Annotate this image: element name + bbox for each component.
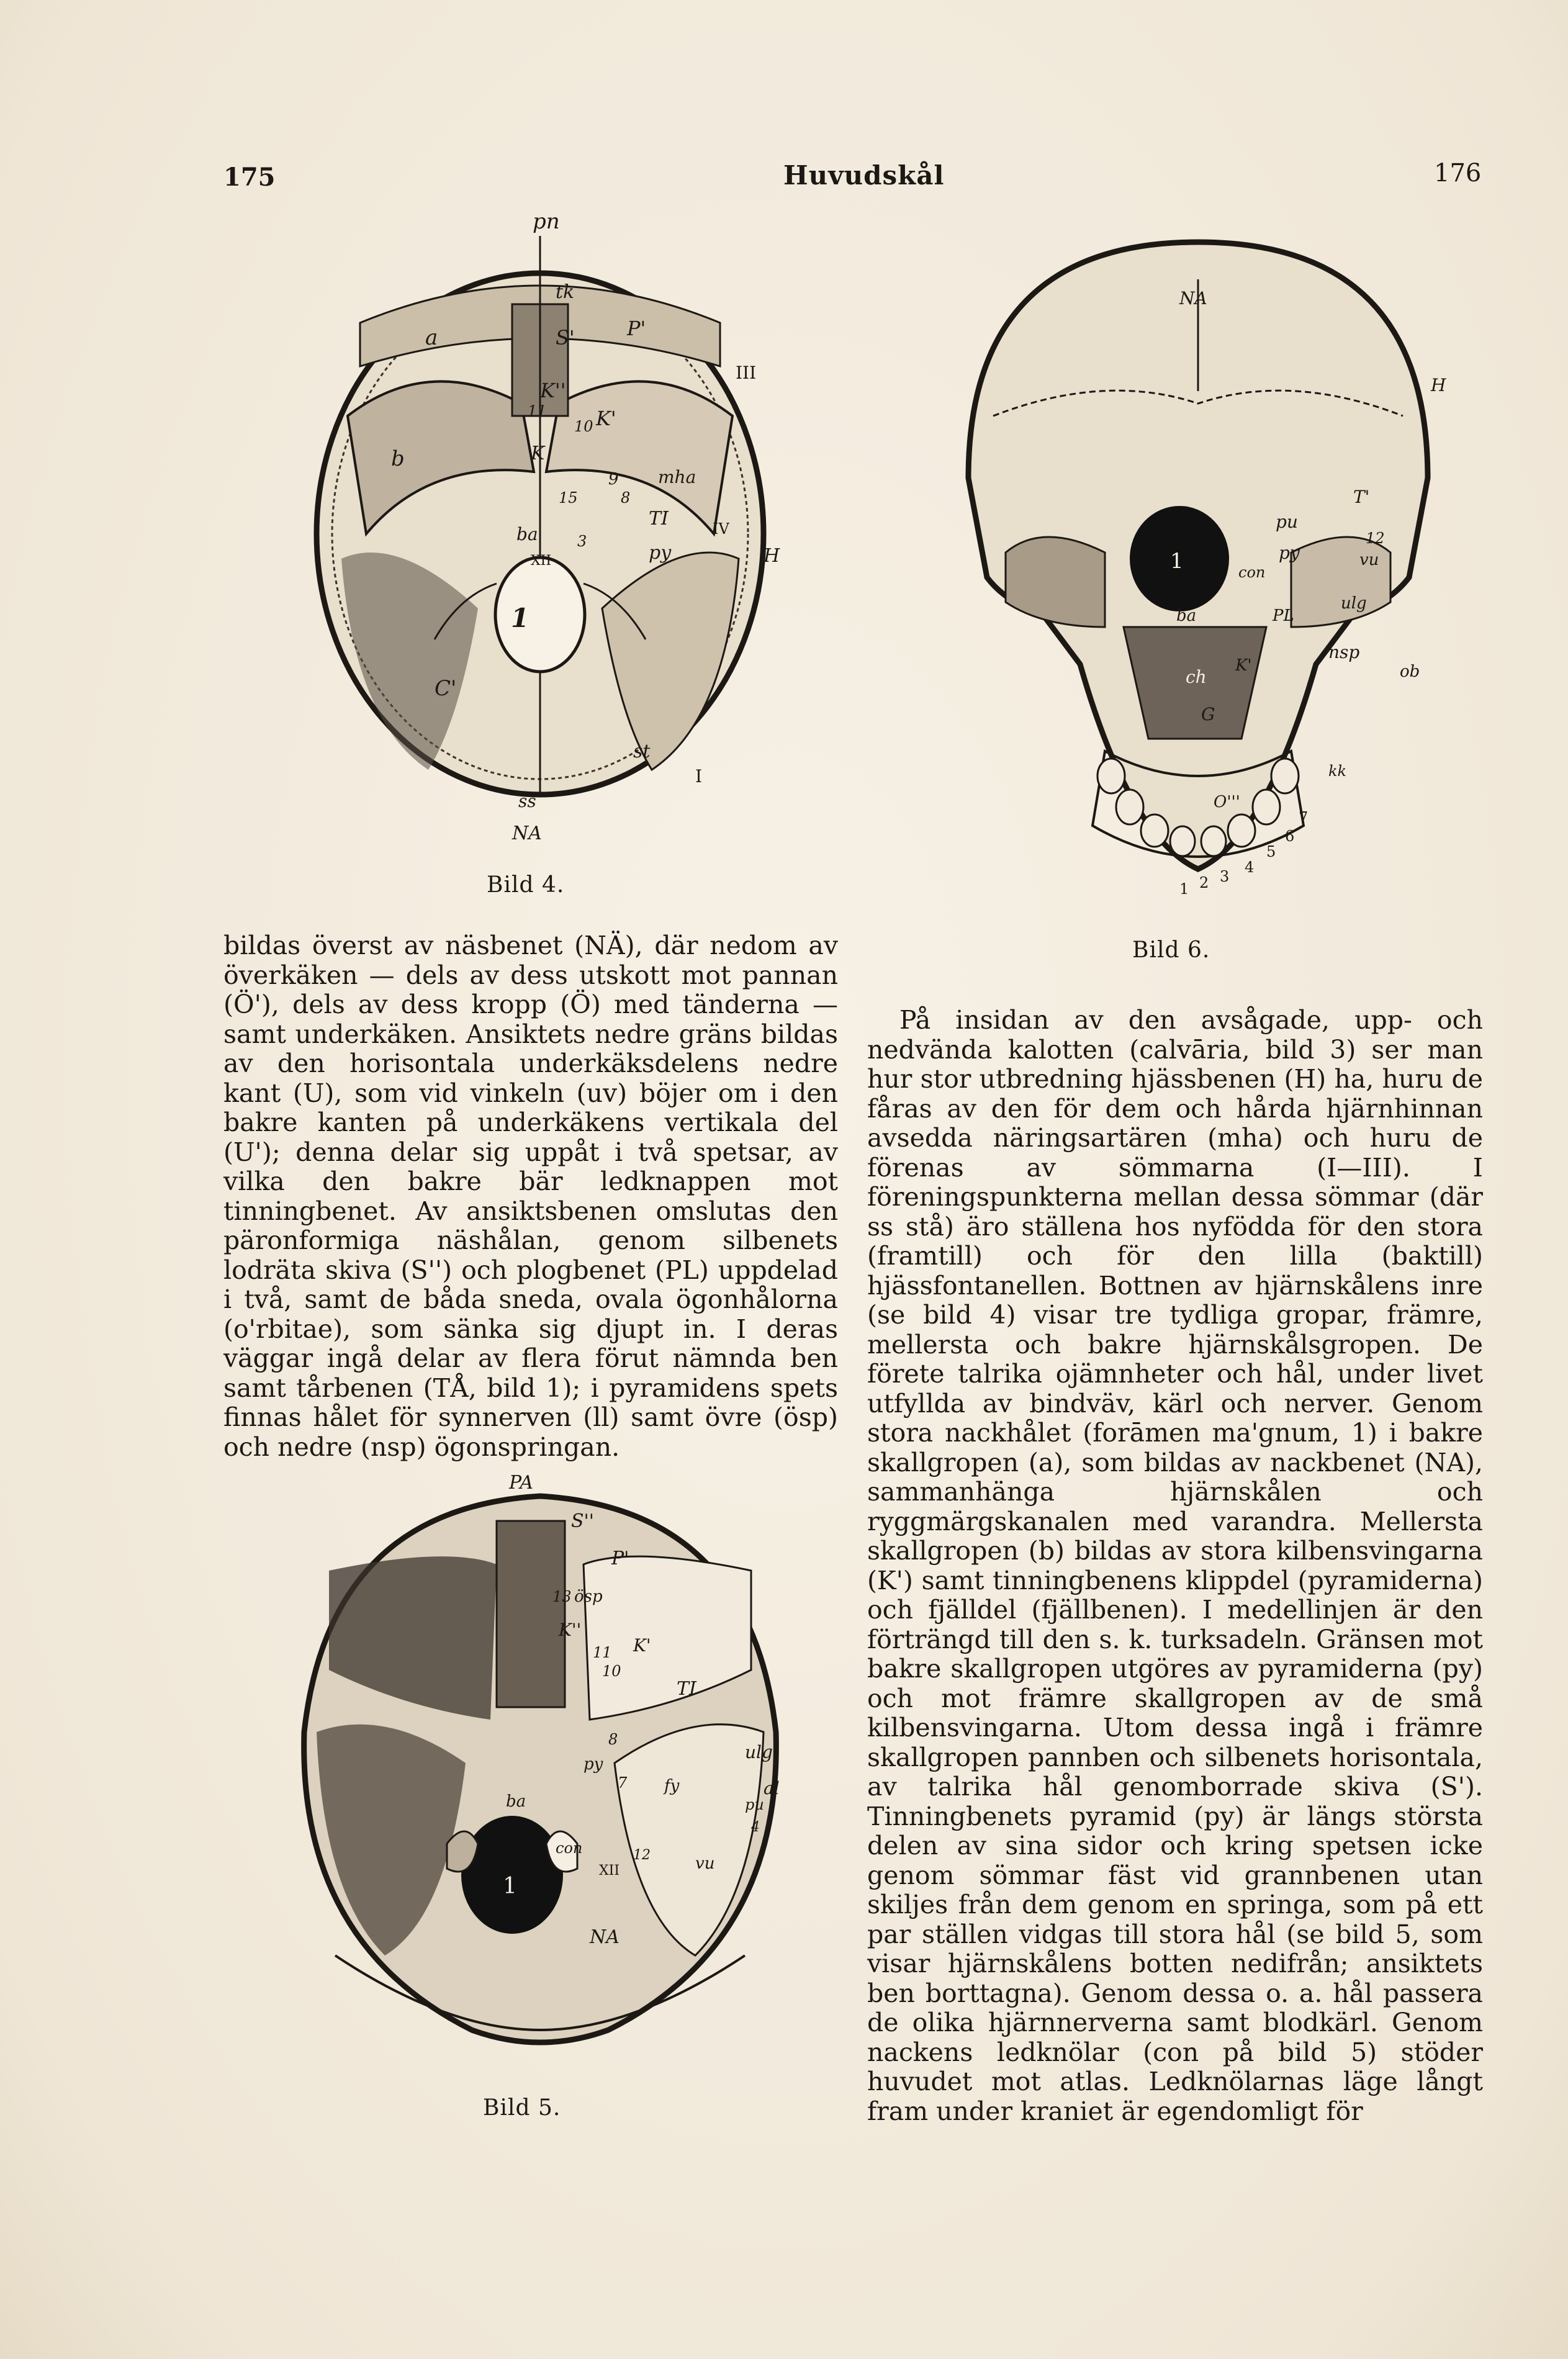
fig5-label: 12 [633, 1847, 651, 1863]
figure-4-skull-interior [273, 211, 832, 844]
fig6-label: G [1201, 704, 1215, 724]
figure-5-drawing [261, 1471, 819, 2067]
fig6-label: K' [1235, 656, 1252, 675]
fig5-label: 8 [608, 1731, 618, 1748]
fig6-label: nsp [1328, 642, 1360, 662]
fig5-label: XII [599, 1863, 620, 1879]
left-paragraph: bildas överst av näsbenet (NÄ), där nedom av överkäken — dels av dess utskott mot pannan (Ö'), dels av dess kropp (Ö) med tänderna — samt underkäken. Ansiktets nedre gräns bildas av den horisontala underkäksdelens nedre kant (U), som vid vinkeln (uv) böjer om i den bakre kanten på underkäkens vertikala del (U'); denna delar sig uppåt i två spetsar, av vilka den bakre bär ledknappen mot tinningbenet. Av ansiktsbenen omslutas den päronformiga näshålan, genom silbenets lodräta skiva (S'') och plogbenet (PL) uppdelad i två, samt de båda sneda, ovala ögonhålorna (o'rbitae), som sänka sig djupt in. I deras väggar ingå delar av flera förut nämnda ben samt tårbenen (TÅ, bild 1); i pyramidens spets finnas hålet för synnerven (ll) samt övre (ösp) och nedre (nsp) ögonspringan. [223, 931, 838, 1462]
fig5-label: vu [695, 1854, 715, 1873]
fig6-label: T' [1353, 487, 1370, 507]
fig5-label: 10 [602, 1662, 621, 1680]
fig4-label: XII [531, 553, 552, 569]
fig4-label: K' [596, 407, 616, 430]
fig4-label: ss [518, 791, 536, 811]
fig4-label: a [425, 325, 438, 350]
running-head-title: Huvudskål [783, 160, 945, 191]
fig4-label: 1 [511, 603, 529, 633]
fig5-label: K'' [559, 1620, 582, 1640]
figure-6-skull-posterior [919, 230, 1477, 925]
fig6-label: 2 [1199, 874, 1209, 891]
fig6-label: H [1431, 375, 1446, 395]
fig4-label: ba [516, 524, 538, 544]
fig4-label: 3 [577, 533, 587, 550]
right-page-number: 176 [1434, 159, 1482, 187]
figure-4-caption: Bild 4. [487, 872, 565, 898]
fig4-label: b [391, 446, 405, 471]
fig4-label: H [764, 545, 780, 567]
fig6-label: ulg [1341, 594, 1367, 613]
fig6-label: 4 [1245, 859, 1255, 876]
fig4-label: 9 [608, 470, 619, 489]
fig6-label: NA [1179, 288, 1207, 309]
fig5-label: con [556, 1839, 583, 1857]
fig5-label: fy [664, 1777, 680, 1795]
fig4-label: 8 [621, 489, 631, 507]
fig5-label: py [583, 1755, 603, 1774]
fig5-label: 11 [593, 1644, 612, 1661]
fig4-label: 10 [574, 418, 593, 435]
fig5-label: 1 [503, 1874, 517, 1899]
fig4-label: mha [658, 467, 696, 487]
fig6-label: ba [1176, 607, 1197, 625]
fig6-label: vu [1359, 551, 1379, 569]
fig5-label: P' [611, 1548, 629, 1569]
figure-5-skull-base-below [261, 1471, 819, 2067]
fig4-label: S' [556, 326, 575, 350]
left-page-number: 175 [223, 163, 276, 192]
left-text-column [223, 931, 838, 1462]
fig6-label: 1 [1170, 549, 1184, 574]
fig4-label: NA [512, 823, 542, 844]
fig6-label: 1 [1179, 880, 1189, 898]
figure-5-caption: Bild 5. [483, 2095, 561, 2121]
fig6-label: 3 [1220, 868, 1230, 885]
fig5-label: ulg [745, 1742, 773, 1762]
right-text-column [867, 1006, 1483, 2126]
fig6-label: PL [1273, 607, 1294, 625]
fig6-label: ch [1186, 667, 1207, 687]
fig4-label: P' [627, 317, 646, 340]
fig6-label: py [1279, 543, 1300, 563]
fig4-label: 15 [559, 489, 578, 507]
fig5-label: 13 [552, 1588, 572, 1605]
fig4-label: 11 [528, 402, 547, 420]
fig5-label: TI [677, 1678, 696, 1700]
fig5-label: NA [590, 1926, 620, 1948]
fig6-label: O''' [1214, 793, 1240, 811]
fig6-label: ob [1400, 662, 1420, 681]
fig6-label: 12 [1366, 530, 1385, 547]
fig6-label: 5 [1266, 843, 1276, 860]
figure-6-drawing [919, 230, 1477, 925]
fig5-label: ösp [574, 1587, 603, 1606]
fig6-label: kk [1328, 762, 1347, 780]
fig5-label: ba [506, 1792, 526, 1811]
fig4-label: C' [435, 676, 457, 701]
fig4-label: TI [649, 508, 669, 530]
fig4-label: K [531, 443, 545, 464]
fig4-label: pn [533, 211, 560, 234]
figure-6-caption: Bild 6. [1132, 937, 1210, 963]
fig4-label: py [649, 542, 672, 564]
fig6-label: 7 [1299, 809, 1309, 826]
fig4-label: IV [713, 520, 729, 538]
fig5-label: K' [633, 1635, 651, 1656]
right-paragraph: På insidan av den avsågade, upp- och nedvända kalotten (calvāria, bild 3) ser man hur stor utbredning hjässbenen (H) ha, huru de fåras av den för dem och hårda hjärnhinnan avsedda näringsartären (mha) och huru de förenas av sömmarna (I—III). I föreningspunkterna mellan dessa sömmar (där ss stå) äro ställena hos nyfödda för den stora (framtill) och för den lilla (baktill) hjässfontanellen. Bottnen av hjärnskålens inre (se bild 4) visar tre tydliga gropar, främre, mellersta och bakre hjärnskålsgropen. De förete talrika ojämnheter och hål, under livet utfyllda av bindväv, kärl och nerver. Genom stora nackhålet (forāmen ma'gnum, 1) i bakre skallgropen (a), som bildas av nackbenet (NA), sammanhänga hjärnskålen och ryggmärgskanalen med varandra. Mellersta skallgropen (b) bildas av stora kilbensvingarna (K') samt tinningbenens klippdel (pyramiderna) och fjälldel (fjällbenen). I medellinjen är den förträngd till den s. k. turksadeln. Gränsen mot bakre skallgropen utgöres av pyramiderna (py) och mot främre skallgropen av de små kilbensvingarna. Utom dessa ingå i främre skallgropen pannben och silbenets horisontala, av talrika hål genomborrade skiva (S'). Tinningbenets pyramid (py) är längs största delen av sina sidor och kring spetsen icke genom sömmar fäst vid grannbenen utan skiljes från dem genom en springa, som på ett par ställen vidgas till stora hål (se bild 5, som visar hjärnskålens botten nedifrån; ansiktets ben borttagna). Genom dessa o. a. hål passera de olika hjärnnerverna samt blodkärl. Genom nackens ledknölar (con på bild 5) stöder huvudet mot atlas. Ledknölarnas läge långt fram under kraniet är egendomligt för [867, 1005, 1483, 2126]
fig5-label: pu [745, 1796, 764, 1813]
fig6-label: con [1238, 564, 1266, 581]
figure-4-drawing [273, 211, 832, 844]
fig4-label: I [695, 766, 703, 787]
fig5-label: PA [509, 1472, 534, 1494]
fig5-label: S'' [571, 1510, 595, 1532]
fig4-label: III [736, 363, 757, 383]
fig4-label: st [633, 741, 651, 762]
fig5-label: 7 [618, 1774, 628, 1792]
fig6-label: 6 [1285, 828, 1295, 845]
fig6-label: pu [1276, 512, 1298, 532]
fig4-label: tk [556, 281, 575, 303]
fig5-label: 4 [751, 1820, 760, 1835]
fig4-label: K'' [540, 379, 566, 402]
fig5-label: al [764, 1778, 780, 1798]
